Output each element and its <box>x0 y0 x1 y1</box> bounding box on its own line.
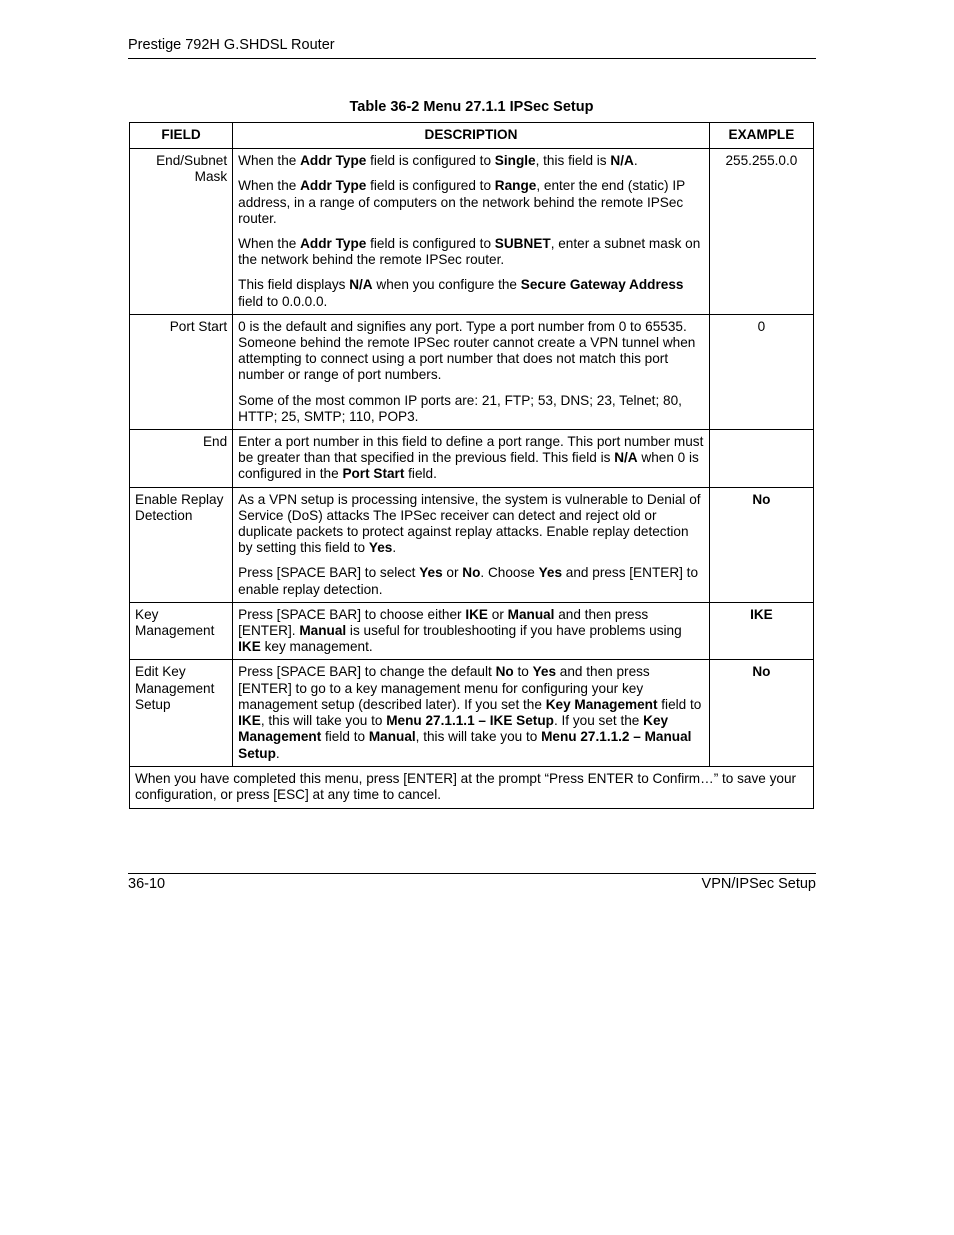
description-text: Press [SPACE BAR] to choose either <box>238 606 466 622</box>
bold-term: Manual <box>368 729 416 745</box>
description-paragraph <box>238 434 704 483</box>
description-text: . <box>633 153 638 169</box>
example-cell <box>709 430 813 488</box>
bold-term: Yes <box>368 540 393 556</box>
description-text: Press [SPACE BAR] to change the default <box>238 664 496 680</box>
page-number: 36-10 <box>128 876 166 892</box>
field-cell: Key Management <box>130 602 233 660</box>
bold-term: Yes <box>538 565 563 581</box>
bold-term: Addr Type <box>300 153 367 169</box>
description-text: or <box>442 565 463 581</box>
section-title: VPN/IPSec Setup <box>701 876 816 892</box>
table-row <box>130 487 814 602</box>
bold-term: IKE <box>238 639 261 655</box>
description-text: When the <box>238 236 301 252</box>
header-title: Prestige 792H G.SHDSL Router <box>128 37 335 53</box>
bold-term: IKE <box>238 713 261 729</box>
description-text: is useful for troubleshooting if you have problems using <box>346 623 682 639</box>
description-paragraph <box>238 393 704 425</box>
description-cell <box>233 487 710 602</box>
column-header-example: EXAMPLE <box>709 123 813 149</box>
description-text: key management. <box>260 639 373 655</box>
description-text: field is configured to <box>366 236 495 252</box>
bold-term: Addr Type <box>300 178 367 194</box>
bold-term: Key Management <box>238 713 669 745</box>
bold-term: Key Management <box>545 696 658 712</box>
description-cell <box>233 602 710 660</box>
column-header-field: FIELD <box>130 123 233 149</box>
bold-term: Range <box>494 178 537 194</box>
bold-term: SUBNET <box>494 236 551 252</box>
description-paragraph <box>238 153 704 169</box>
description-paragraph <box>238 319 704 384</box>
description-text: , enter the end (static) IP address, in a range of computers on the network behind the remote IPSec router. <box>238 178 685 226</box>
description-text: Press [SPACE BAR] to select <box>238 565 420 581</box>
column-header-description: DESCRIPTION <box>233 123 710 149</box>
description-text: As a VPN setup is processing intensive, the system is vulnerable to Denial of Service (DoS) attacks The IPSec receiver can detect and reject old or duplicate packets to protect against replay attacks. Enable replay detection by setting this field to <box>238 491 701 556</box>
bold-term: Menu 27.1.1.1 – IKE Setup <box>386 713 554 729</box>
description-cell <box>233 314 710 429</box>
description-paragraph <box>238 178 704 227</box>
page-footer <box>128 873 816 892</box>
description-text: field. <box>404 466 437 482</box>
description-text: , enter a subnet mask on the network behind the remote IPSec router. <box>238 236 701 268</box>
table-row <box>130 314 814 429</box>
bold-term: IKE <box>465 606 488 622</box>
description-text: field to <box>657 696 702 712</box>
description-text: Enter a port number in this field to define a port range. This port number must be greater than that specified in the previous field. This field is <box>238 434 704 466</box>
description-text: . <box>392 540 397 556</box>
bold-term: Yes <box>532 664 557 680</box>
bold-term: Addr Type <box>300 236 367 252</box>
example-cell: 0 <box>709 314 813 429</box>
description-cell <box>233 430 710 488</box>
description-paragraph <box>238 277 704 309</box>
description-text: field is configured to <box>366 153 495 169</box>
table-row <box>130 602 814 660</box>
description-text: to <box>513 664 533 680</box>
description-text: and press [ENTER] to enable replay detection. <box>238 565 699 597</box>
description-text: when 0 is configured in the <box>238 450 699 482</box>
page-header <box>128 37 816 59</box>
description-text: when you configure the <box>372 277 521 293</box>
description-text: . If you set the <box>553 713 644 729</box>
bold-term: Menu 27.1.1.2 – Manual Setup <box>238 729 692 761</box>
bold-term: N/A <box>349 277 373 293</box>
description-text: 0 is the default and signifies any port. Type a port number from 0 to 65535. Someone behind the remote IPSec router cannot create a VPN tunnel when attempting to connect using a port number that does not match this port number or range of port numbers. <box>238 318 696 383</box>
description-text: When the <box>238 153 301 169</box>
description-cell <box>233 149 710 315</box>
field-cell: Port Start <box>130 314 233 429</box>
table-caption: Table 36-2 Menu 27.1.1 IPSec Setup <box>349 99 594 115</box>
description-text: field to <box>321 729 369 745</box>
description-paragraph <box>238 565 704 597</box>
description-text: . Choose <box>480 565 539 581</box>
bold-term: No <box>462 565 481 581</box>
table-row <box>130 149 814 315</box>
description-text: field to 0.0.0.0. <box>238 293 328 309</box>
bold-term: Manual <box>299 623 347 639</box>
description-text: When the <box>238 178 301 194</box>
table-header-row <box>130 123 814 149</box>
description-text: , this will take you to <box>415 729 542 745</box>
ipsec-setup-table <box>129 122 814 809</box>
example-cell: IKE <box>709 602 813 660</box>
example-cell: 255.255.0.0 <box>709 149 813 315</box>
description-cell <box>233 660 710 766</box>
field-cell: End <box>130 430 233 488</box>
description-paragraph <box>238 607 704 656</box>
bold-term: No <box>495 664 514 680</box>
field-cell: Edit Key Management Setup <box>130 660 233 766</box>
bold-term: Port Start <box>342 466 405 482</box>
description-text: field is configured to <box>366 178 495 194</box>
table-row <box>130 430 814 488</box>
description-text: and then press [ENTER]. <box>238 606 649 639</box>
bold-term: Manual <box>507 606 555 622</box>
example-cell: No <box>709 660 813 766</box>
description-paragraph <box>238 492 704 557</box>
description-text: , this field is <box>535 153 611 169</box>
bold-term: Secure Gateway Address <box>520 277 684 293</box>
bold-term: N/A <box>610 153 634 169</box>
bold-term: Yes <box>419 565 443 581</box>
description-text: This field displays <box>238 277 350 293</box>
bold-term: Single <box>494 153 536 169</box>
description-text: , this will take you to <box>260 713 387 729</box>
description-text: Some of the most common IP ports are: 21, FTP; 53, DNS; 23, Telnet; 80, HTTP; 25, SMTP; 110, POP3. <box>238 392 682 424</box>
description-paragraph <box>238 236 704 268</box>
table-note-row <box>130 766 814 808</box>
description-text: and then press [ENTER] to go to a key management menu for configuring your key management setup (described later). If you set the <box>238 664 650 712</box>
table-row <box>130 660 814 766</box>
field-cell: Enable Replay Detection <box>130 487 233 602</box>
table-note: When you have completed this menu, press [ENTER] at the prompt “Press ENTER to Confirm…” to save your configuration, or press [ESC] at any time to cancel. <box>130 766 814 808</box>
description-text: or <box>487 606 508 622</box>
description-paragraph <box>238 664 704 761</box>
description-text: . <box>275 745 280 761</box>
bold-term: N/A <box>614 450 638 466</box>
example-cell: No <box>709 487 813 602</box>
field-cell: End/Subnet Mask <box>130 149 233 315</box>
